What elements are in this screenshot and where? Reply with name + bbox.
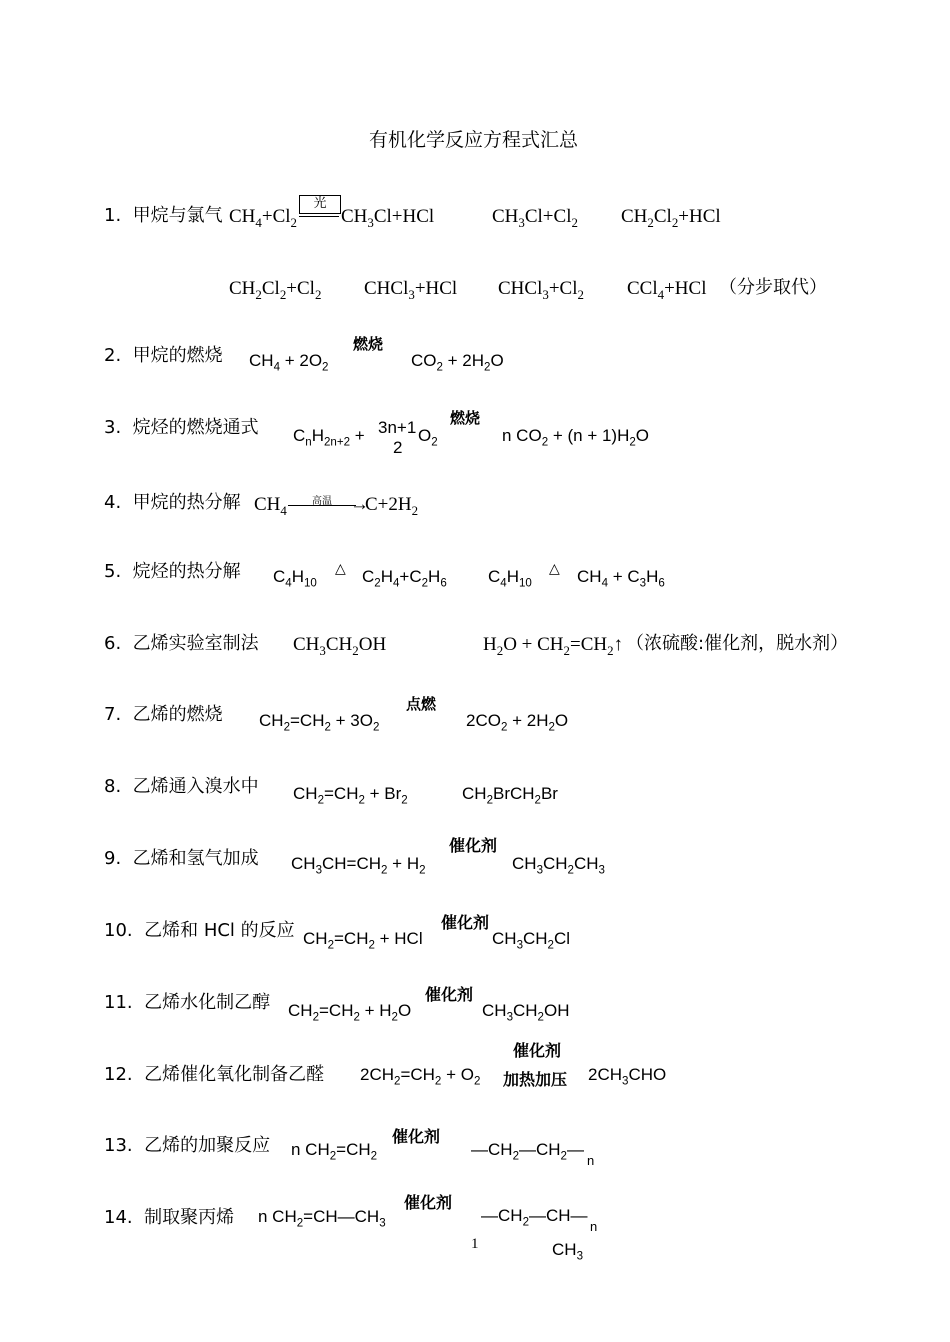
item-5-right: $C_2H_4+C_2H_6$ xyxy=(362,567,447,590)
item-1-eq-d: $CH_2Cl_2+HCl$ xyxy=(621,206,721,230)
item-1-eq-h: CCl$_4$+HCl xyxy=(627,278,707,302)
item-3-fraction-num: 3n+1 xyxy=(378,418,417,437)
item-13-subscript-n: n xyxy=(587,1153,595,1168)
item-14-left: n $CH_2=CH—CH_3$ xyxy=(258,1207,386,1230)
item-12-condition-2: 加热加压 xyxy=(503,1070,568,1089)
item-5-label: 5. 烷烃的热分解 xyxy=(104,561,241,582)
item-12-right: $2CH_3CHO$ xyxy=(588,1065,667,1088)
item-14-branch: $CH_3$ xyxy=(552,1240,583,1263)
item-1-eq-a: $CH_4+Cl_2$ xyxy=(229,206,297,230)
item-6-right: $H_2O$ + $CH_2=CH_2↑$ xyxy=(483,634,624,658)
item-1-arrow xyxy=(299,216,339,217)
item-14-right: $—CH_2—CH—$ xyxy=(481,1206,588,1229)
item-5-condition2: △ xyxy=(549,560,560,576)
item-11-condition: 催化剂 xyxy=(425,985,474,1004)
item-8-right: $CH_2BrCH_2Br$ xyxy=(462,784,558,807)
item-14-subscript-n: n xyxy=(590,1219,598,1234)
page-title: 有机化学反应方程式汇总 xyxy=(369,129,579,151)
item-4-arrowhead: → xyxy=(350,494,369,515)
item-9-left: $CH_3CH=CH_2 + H_2$ xyxy=(291,854,426,877)
item-5-condition: △ xyxy=(335,560,346,576)
item-2-label: 2. 甲烷的燃烧 xyxy=(104,345,223,366)
item-3-left: $C_nH_{2n+2}$ + xyxy=(293,426,365,449)
item-5-right2: $CH_4 + C_3H_6$ xyxy=(577,567,665,590)
item-14-label: 14. 制取聚丙烯 xyxy=(104,1207,235,1228)
item-3-condition: 燃烧 xyxy=(450,409,481,427)
item-1-eq-e: $CH_2Cl_2+Cl_2$ xyxy=(229,278,322,302)
item-2-condition: 燃烧 xyxy=(353,335,384,353)
item-9-condition: 催化剂 xyxy=(449,836,498,855)
item-6-left: $CH_3CH_2OH$ xyxy=(293,634,387,658)
item-13-label: 13. 乙烯的加聚反应 xyxy=(104,1135,271,1156)
item-3-fraction-den: 2 xyxy=(393,438,403,457)
item-14-condition: 催化剂 xyxy=(404,1193,453,1212)
item-6-note: （浓硫酸:催化剂，脱水剂） xyxy=(626,633,849,654)
item-12-left: $2CH_2=CH_2 + O_2$ xyxy=(360,1065,481,1088)
item-13-condition: 催化剂 xyxy=(392,1127,441,1146)
item-5-left2: $C_4H_{10}$ xyxy=(488,567,532,590)
item-13-right: $—CH_2—CH_2—$ xyxy=(471,1140,584,1163)
item-1-note: （分步取代） xyxy=(719,277,827,298)
item-3-o2: $O_2$ xyxy=(418,426,438,449)
item-1-label: 1. 甲烷与氯气 xyxy=(104,205,223,226)
item-1-eq-g: $CHCl_3+Cl_2$ xyxy=(498,278,584,302)
item-2-right: $CO_2 + 2H_2O$ xyxy=(411,351,504,374)
item-1-eq-c: $CH_3Cl+Cl_2$ xyxy=(492,206,578,230)
item-1-eq-b: $CH_3Cl+HCl$ xyxy=(341,206,435,230)
item-8-label: 8. 乙烯通入溴水中 xyxy=(104,776,259,797)
item-5-left: $C_4H_{10}$ xyxy=(273,567,317,590)
item-11-left: $CH_2=CH_2 + H_2O$ xyxy=(288,1001,412,1024)
item-3-right: n $CO_2 + (n + 1)H_2O$ xyxy=(502,426,650,449)
item-4-right: $C+2H_2$ xyxy=(365,494,419,518)
item-8-left: $CH_2=CH_2 + Br_2$ xyxy=(293,784,408,807)
item-13-left: n $CH_2=CH_2$ xyxy=(291,1140,378,1163)
item-4-condition: 高温 xyxy=(312,496,332,507)
item-2-left: $CH_4 + 2O_2$ xyxy=(249,351,329,374)
item-3-label: 3. 烷烃的燃烧通式 xyxy=(104,417,259,438)
item-7-label: 7. 乙烯的燃烧 xyxy=(104,704,223,725)
item-7-left: $CH_2=CH_2 + 3O_2$ xyxy=(259,711,380,734)
item-7-right: $2CO_2 + 2H_2O$ xyxy=(466,711,569,734)
item-11-right: $CH_3CH_2OH$ xyxy=(482,1001,570,1024)
item-4-left: $CH_4$ xyxy=(254,494,287,518)
item-11-label: 11. 乙烯水化制乙醇 xyxy=(104,992,271,1013)
item-7-condition: 点燃 xyxy=(406,695,437,713)
item-10-label: 10. 乙烯和 HCl 的反应 xyxy=(104,920,295,941)
item-10-right: $CH_3CH_2Cl$ xyxy=(492,929,571,952)
page-number: 1 xyxy=(471,1236,479,1252)
item-1-condition: 光 xyxy=(299,195,341,214)
item-6-label: 6. 乙烯实验室制法 xyxy=(104,633,259,654)
item-1-eq-f: CHCl$_3$+HCl xyxy=(364,278,458,302)
item-10-condition: 催化剂 xyxy=(441,913,490,932)
item-10-left: $CH_2=CH_2$ + HCl xyxy=(303,929,423,952)
item-4-label: 4. 甲烷的热分解 xyxy=(104,492,241,513)
item-12-label: 12. 乙烯催化氧化制备乙醛 xyxy=(104,1064,325,1085)
item-12-condition: 催化剂 xyxy=(513,1041,562,1060)
item-9-label: 9. 乙烯和氢气加成 xyxy=(104,848,259,869)
item-9-right: $CH_3CH_2CH_3$ xyxy=(512,854,605,877)
